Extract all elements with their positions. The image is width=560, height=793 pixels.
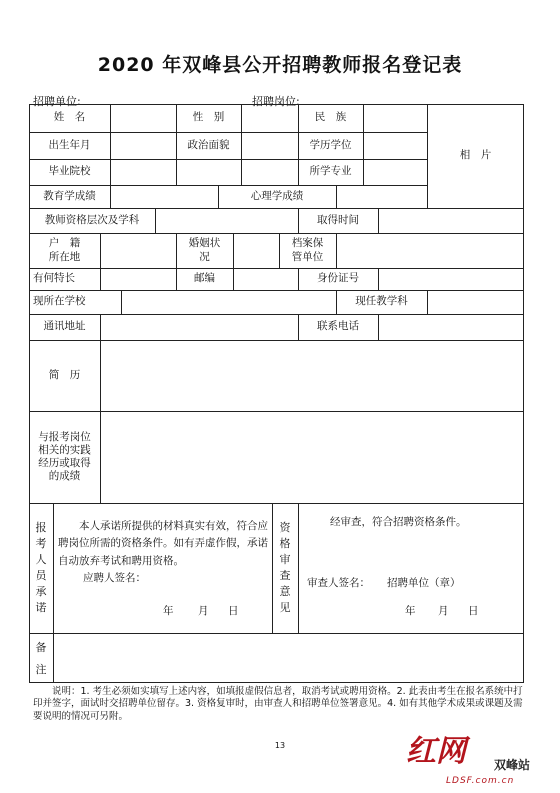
psychology-score-label: 心理学成绩	[250, 189, 304, 202]
page-number: 13	[274, 741, 286, 750]
pledge-text: 本人承诺所提供的材料真实有效，符合应聘岗位所需的资格条件。如有弄虚作假，承诺自动放弃考试和聘用资格。	[58, 520, 268, 567]
instructions-note: 说明：1. 考生必须如实填写上述内容，如填报虚假信息者，取消考试或聘用资格。2. 此表由考生在报名系统中打印并签字，面试时交招聘单位留存。3. 资格复审时，由审查人和招聘单位签署意见。4. 如有其他学术成果或课题及需要说明的情况可另附。	[33, 686, 523, 722]
applicant-date-month: 月	[198, 605, 209, 617]
col-line	[233, 268, 234, 290]
birth-date-label: 出生年月	[48, 138, 91, 151]
watermark-url: LDSF.com.cn	[446, 776, 515, 786]
unit-seal-label: 招聘单位（章）	[387, 577, 461, 589]
row-line	[29, 633, 524, 634]
col-line	[336, 233, 337, 268]
review-text: 经审查，符合招聘资格条件。	[330, 516, 467, 528]
row-line	[29, 268, 524, 269]
watermark-site-name: 双峰站	[494, 758, 531, 772]
col-line	[336, 185, 337, 208]
cert-time-label: 取得时间	[317, 213, 359, 226]
col-line	[100, 314, 101, 340]
row-line	[29, 314, 524, 315]
reviewer-signature-label: 审查人签名：	[307, 577, 370, 589]
col-line	[100, 340, 101, 503]
hukou-label: 户 籍 所在地	[48, 237, 81, 263]
row-line	[29, 233, 524, 234]
pledge-side-label: 报 考 人 员 承 诺	[35, 521, 47, 614]
row-line	[29, 340, 524, 341]
review-side-label: 资 格 审 查 意 见	[279, 521, 291, 614]
ethnicity-label: 民 族	[314, 111, 347, 124]
col-line	[298, 503, 299, 633]
teacher-cert-label: 教师资格层次及学科	[44, 213, 140, 226]
degree-label: 学历学位	[309, 138, 352, 151]
gender-label: 性 别	[192, 111, 225, 124]
col-line	[53, 633, 54, 683]
review-date-year: 年	[405, 605, 416, 617]
review-date-day: 日	[468, 605, 479, 617]
current-subject-label: 现任教学科	[355, 295, 408, 308]
related-experience-label: 与报考岗位 相关的实践 经历或取得 的成绩	[38, 430, 91, 483]
col-line	[378, 268, 379, 290]
page-title: 2020 年双峰县公开招聘教师报名登记表	[97, 54, 463, 76]
current-school-label: 现所在学校	[33, 295, 86, 308]
col-line	[241, 104, 242, 185]
address-label: 通讯地址	[43, 320, 86, 333]
applicant-date-day: 日	[228, 605, 239, 617]
col-line	[100, 233, 101, 268]
review-date-month: 月	[438, 605, 449, 617]
col-line	[363, 104, 364, 185]
postcode-label: 邮编	[194, 272, 215, 285]
major-label: 所学专业	[309, 165, 352, 178]
col-line	[378, 314, 379, 340]
col-line	[233, 233, 234, 268]
name-label: 姓 名	[53, 111, 86, 124]
marital-status-label: 婚姻状 况	[188, 237, 221, 263]
col-line	[110, 185, 111, 208]
row-line	[29, 411, 524, 412]
specialty-label: 有何特长	[33, 272, 75, 285]
col-line	[53, 503, 54, 633]
recruiting-post-label: 招聘岗位:	[252, 95, 300, 108]
recruiting-unit-label: 招聘单位:	[33, 95, 81, 108]
applicant-signature-label: 应聘人签名：	[83, 572, 146, 584]
phone-label: 联系电话	[317, 320, 359, 333]
education-score-label: 教育学成绩	[43, 189, 96, 202]
watermark-logo: 红网	[406, 734, 466, 769]
archive-unit-label: 档案保 管单位	[291, 237, 324, 263]
col-line	[110, 104, 111, 185]
applicant-date-year: 年	[163, 605, 174, 617]
col-line	[427, 290, 428, 314]
col-line	[155, 208, 156, 233]
col-line	[378, 208, 379, 233]
resume-label: 简 历	[48, 368, 81, 381]
col-line	[121, 290, 122, 314]
photo-box: 相 片	[459, 149, 492, 162]
remarks-label: 备 注	[35, 640, 47, 676]
col-line	[100, 268, 101, 290]
id-number-label: 身份证号	[317, 272, 359, 285]
graduate-school-label: 毕业院校	[48, 165, 91, 178]
political-status-label: 政治面貌	[187, 138, 230, 151]
